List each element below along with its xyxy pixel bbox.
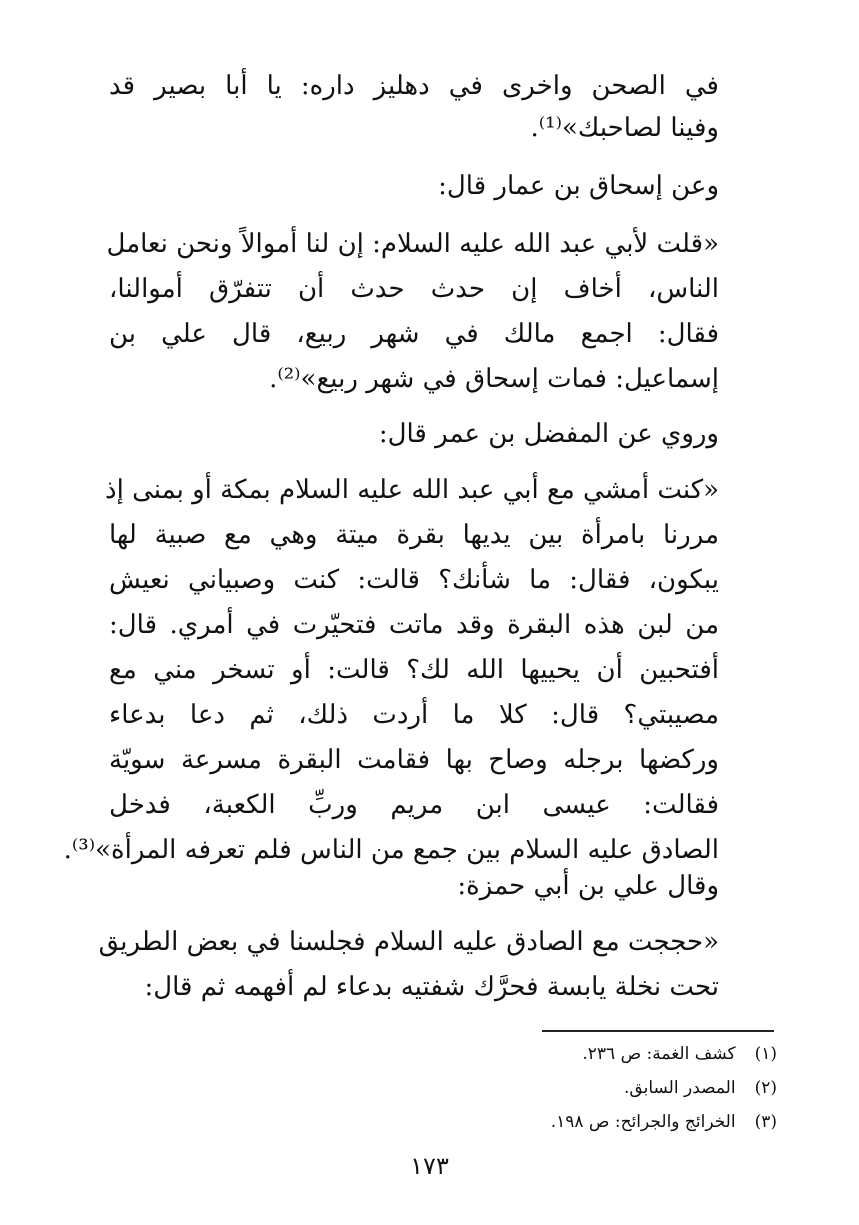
body-line: وفينا لصاحبك»⁽¹⁾. <box>530 113 719 143</box>
footnote-text: الخرائج والجرائح: ص ١٩٨. <box>550 1112 736 1132</box>
footnote-text: المصدر السابق. <box>624 1078 736 1098</box>
body-line: الناس، أخاف إن حدث حدث أن تتفرّق أموالنا، <box>109 274 719 304</box>
body-line: يبكون، فقال: ما شأنك؟ قالت: كنت وصبياني نعيش <box>109 565 719 595</box>
footnote <box>582 1042 777 1066</box>
narrator-intro: وروي عن المفضل بن عمر قال: <box>378 419 719 449</box>
footnote-separator <box>542 1030 774 1032</box>
body-line: «كنت أمشي مع أبي عبد الله عليه السلام بمكة أو بمنى إذ <box>105 475 719 505</box>
footnote-number: (٣) <box>754 1112 777 1132</box>
narrator-intro: وقال علي بن أبي حمزة: <box>457 871 719 901</box>
footnote-number: (١) <box>754 1044 777 1064</box>
footnote <box>551 1110 777 1134</box>
body-line: الصادق عليه السلام بين جمع من الناس فلم تعرفه المرأة»⁽³⁾. <box>63 835 719 865</box>
body-line: في الصحن واخرى في دهليز داره: يا أبا بصير قد <box>109 71 719 101</box>
narrator-intro: وعن إسحاق بن عمار قال: <box>438 171 719 201</box>
body-line: «حججت مع الصادق عليه السلام فجلسنا في بعض الطريق <box>98 927 719 957</box>
footnote <box>624 1076 777 1100</box>
body-line: إسماعيل: فمات إسحاق في شهر ربيع»⁽²⁾. <box>269 364 719 394</box>
body-line: مصيبتي؟ قال: كلا ما أردت ذلك، ثم دعا بدعاء <box>109 700 719 730</box>
page-number: ١٧٣ <box>410 1152 449 1180</box>
body-line: فقالت: عيسى ابن مريم وربِّ الكعبة، فدخل <box>109 790 719 820</box>
body-line: فقال: اجمع مالك في شهر ربيع، قال علي بن <box>109 319 719 349</box>
body-line: «قلت لأبي عبد الله عليه السلام: إن لنا أموالاً ونحن نعامل <box>106 229 719 259</box>
body-line: تحت نخلة يابسة فحرَّك شفتيه بدعاء لم أفهمه ثم قال: <box>144 972 719 1002</box>
body-line: وركضها برجله وصاح بها فقامت البقرة مسرعة سويّة <box>109 745 719 775</box>
body-line: من لبن هذه البقرة وقد ماتت فتحيّرت في أمري. قال: <box>109 610 719 640</box>
body-line: مررنا بامرأة بين يديها بقرة ميتة وهي مع صبية لها <box>109 520 719 550</box>
body-line: أفتحبين أن يحييها الله لك؟ قالت: أو تسخر مني مع <box>109 655 719 685</box>
footnote-text: كشف الغمة: ص ٢٣٦. <box>582 1044 736 1064</box>
footnote-number: (٢) <box>754 1078 777 1098</box>
